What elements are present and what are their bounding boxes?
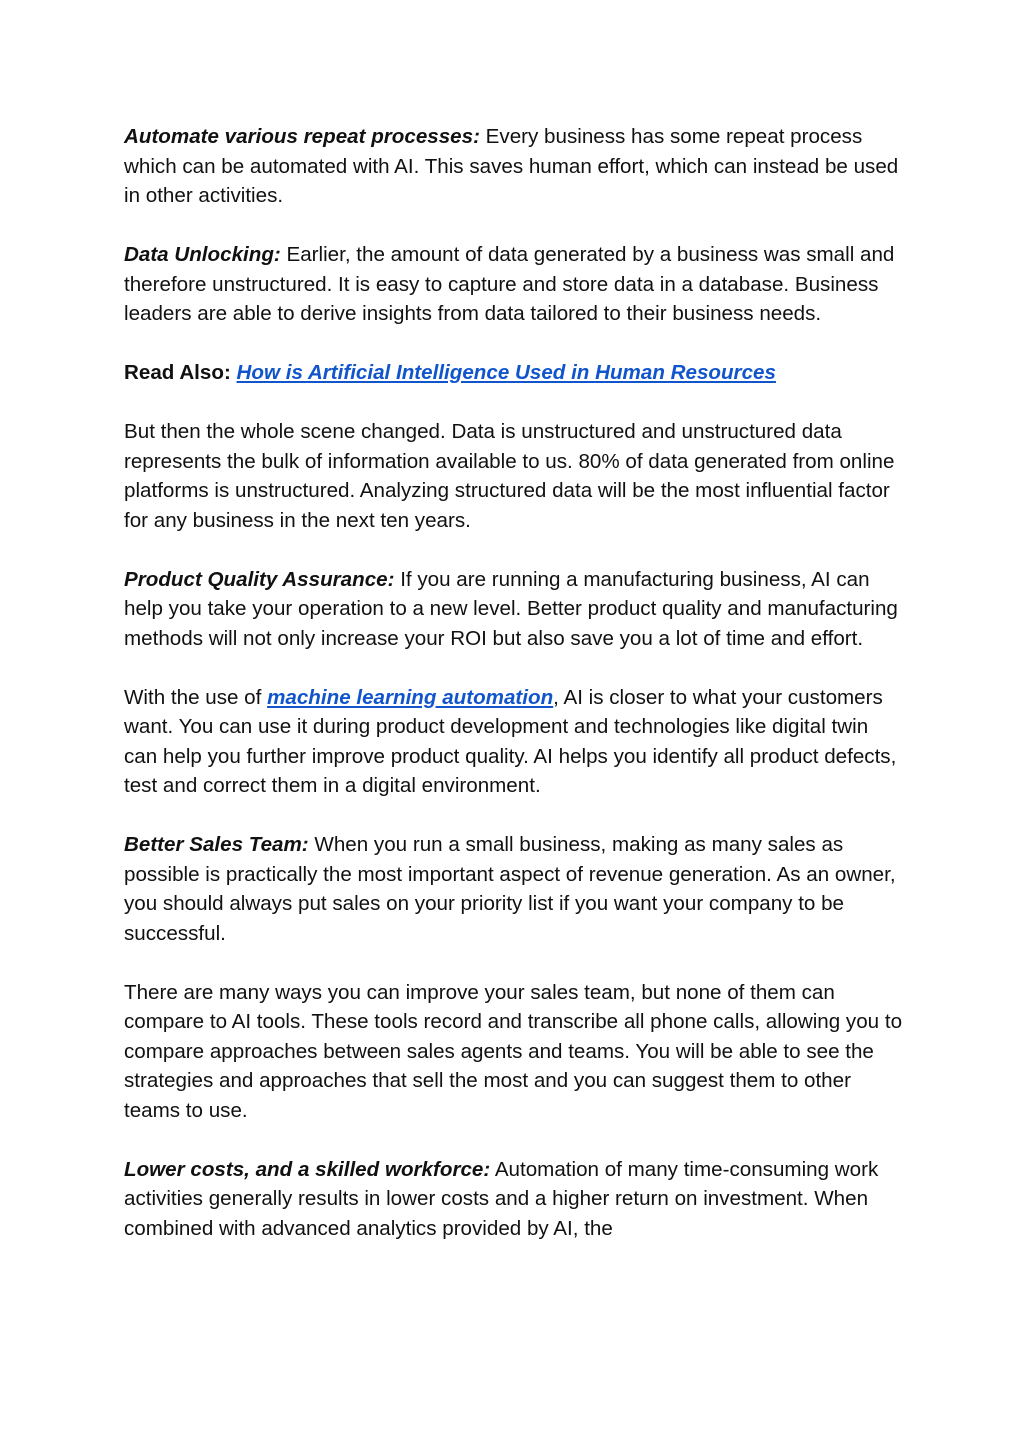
paragraph-sales-team bbox=[124, 830, 904, 948]
paragraph-sales-tools bbox=[124, 978, 904, 1126]
paragraph-lead: Lower costs, and a skilled workforce: bbox=[124, 1157, 491, 1181]
paragraph-lead: Automate various repeat processes: bbox=[124, 125, 480, 148]
paragraph-read-also bbox=[124, 358, 904, 388]
paragraph-lead: Data Unlocking: bbox=[124, 243, 281, 266]
paragraph-data-unlocking bbox=[124, 240, 904, 329]
read-also-label: Read Also: bbox=[124, 361, 231, 384]
machine-learning-automation-link[interactable]: machine learning automation bbox=[267, 685, 554, 709]
read-also-link[interactable]: How is Artificial Intelligence Used in Human Resources bbox=[236, 361, 776, 384]
paragraph-text: There are many ways you can improve your sales team, but none of them can compare to AI tools. These tools record and transcribe all phone calls, allowing you to compare approaches between sales agents and teams. You will be able to see the strategies and approaches that sell the most and you can suggest them to other teams to use. bbox=[124, 980, 903, 1122]
paragraph-text: Automation of many time-consuming work activities generally results in lower costs and a higher return on investment. When combined with advanced analytics provided by AI, the bbox=[124, 1157, 879, 1240]
paragraph-text-after: , AI is closer to what your customers want. You can use it during product development and technologies like digital twin can help you further improve product quality. AI helps you identify all product defects, test and correct them in a digital environment. bbox=[124, 685, 897, 797]
paragraph-automate bbox=[124, 122, 904, 211]
paragraph-text-before: With the use of bbox=[124, 685, 268, 709]
paragraph-text: When you run a small business, making as many sales as possible is practically the most important aspect of revenue generation. As an owner, you should always put sales on your priority list if you want your company to be successful. bbox=[124, 833, 896, 945]
paragraph-ml-automation bbox=[124, 683, 904, 801]
document-body bbox=[124, 122, 904, 1273]
paragraph-lower-costs bbox=[124, 1155, 904, 1244]
paragraph-text: Earlier, the amount of data generated by a business was small and therefore unstructured. It is easy to capture and store data in a database. Business leaders are able to derive insights from data tailored to their business needs. bbox=[124, 243, 895, 325]
paragraph-text: Every business has some repeat process which can be automated with AI. This saves human effort, which can instead be used in other activities. bbox=[124, 125, 899, 207]
paragraph-lead: Product Quality Assurance: bbox=[124, 567, 395, 591]
paragraph-lead: Better Sales Team: bbox=[124, 833, 309, 856]
paragraph-text: But then the whole scene changed. Data is unstructured and unstructured data represents the bulk of information available to us. 80% of data generated from online platforms is unstructured. Analyzing structured data will be the most influential factor for any business in the next ten years. bbox=[124, 420, 895, 532]
paragraph-product-quality bbox=[124, 565, 904, 654]
paragraph-scene-changed bbox=[124, 417, 904, 535]
paragraph-text: If you are running a manufacturing business, AI can help you take your operation to a new level. Better product quality and manufacturing methods will not only increase your ROI but also save you a lot of time and effort. bbox=[124, 567, 898, 650]
